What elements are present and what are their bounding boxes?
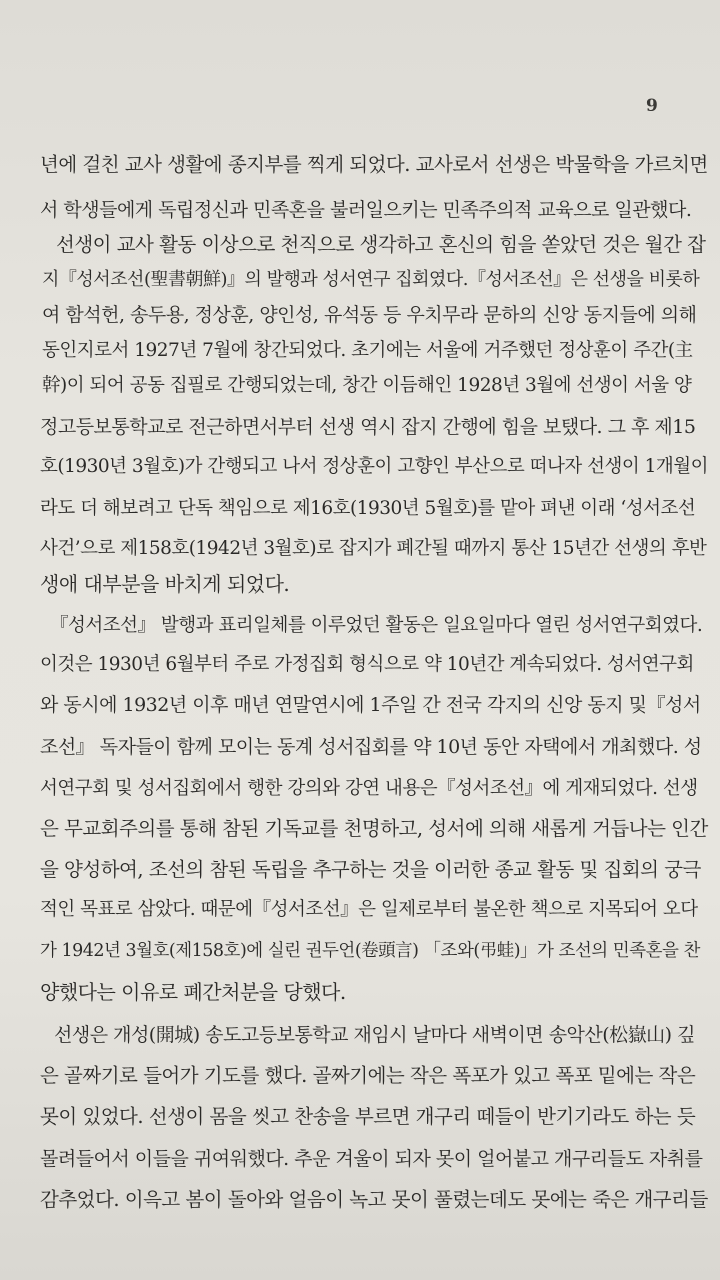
text-line: 몰려들어서 이들을 귀여워했다. 추운 겨울이 되자 못이 얼어붙고 개구리들도 자취를 bbox=[40, 1148, 703, 1170]
page-number: 9 bbox=[646, 96, 658, 116]
text-line: 은 무교회주의를 통해 참된 기독교를 천명하고, 성서에 의해 새롭게 거듭나는 인간 bbox=[40, 817, 708, 840]
text-line: 와 동시에 1932년 이후 매년 연말연시에 1주일 간 전국 각지의 신앙 동지 및『성서 bbox=[40, 694, 701, 716]
text-line: 서연구회 및 성서집회에서 행한 강의와 강연 내용은『성서조선』에 게재되었다. 선생 bbox=[40, 778, 698, 799]
text-line: 은 골짜기로 들어가 기도를 했다. 골짜기에는 작은 폭포가 있고 폭포 밑에는 작은 bbox=[40, 1064, 696, 1087]
text-line: 『성서조선』 발행과 표리일체를 이루었던 활동은 일요일마다 열린 성서연구회였다. bbox=[50, 615, 703, 636]
text-line: 라도 더 해보려고 단독 책임으로 제16호(1930년 5월호)를 맡아 펴낸 이래 ‘성서조선 bbox=[40, 498, 696, 519]
text-line: 여 함석헌, 송두용, 정상훈, 양인성, 유석동 등 우치무라 문하의 신앙 동지들에 의해 bbox=[42, 304, 697, 326]
text-line: 지『성서조선(聖書朝鮮)』의 발행과 성서연구 집회였다.『성서조선』은 선생을 비롯하 bbox=[42, 269, 700, 290]
text-line: 선생이 교사 활동 이상으로 천직으로 생각하고 혼신의 힘을 쏟았던 것은 월간 잡 bbox=[56, 233, 706, 256]
text-line: 조선』 독자들이 함께 모이는 동계 성서집회를 약 10년 동안 자택에서 개최했다. 성 bbox=[40, 736, 702, 758]
text-line: 동인지로서 1927년 7월에 창간되었다. 초기에는 서울에 거주했던 정상훈이 주간(主 bbox=[42, 340, 693, 361]
text-line: 생애 대부분을 바치게 되었다. bbox=[40, 572, 290, 596]
text-line: 幹)이 되어 공동 집필로 간행되었는데, 창간 이듬해인 1928년 3월에 선생이 서울 양 bbox=[42, 375, 692, 396]
text-line: 이것은 1930년 6월부터 주로 가정집회 형식으로 약 10년간 계속되었다. 성서연구회 bbox=[40, 654, 694, 675]
text-line: 년에 걸친 교사 생활에 종지부를 찍게 되었다. 교사로서 선생은 박물학을 가르치면 bbox=[40, 153, 708, 176]
text-line: 서 학생들에게 독립정신과 민족혼을 불러일으키는 민족주의적 교육으로 일관했다. bbox=[40, 199, 692, 221]
text-line: 사건’으로 제158호(1942년 3월호)로 잡지가 폐간될 때까지 통산 15년간 선생의 후반 bbox=[40, 538, 707, 559]
text-line: 선생은 개성(開城) 송도고등보통학교 재임시 날마다 새벽이면 송악산(松嶽山) 깊 bbox=[54, 1024, 695, 1046]
text-line: 가 1942년 3월호(제158호)에 실린 권두언(卷頭言) 「조와(弔蛙)」가 조선의 민족혼을 찬 bbox=[40, 941, 700, 961]
text-line: 감추었다. 이윽고 봄이 돌아와 얼음이 녹고 못이 풀렸는데도 못에는 죽은 개구리들 bbox=[40, 1188, 708, 1211]
text-line: 적인 목표로 삼았다. 때문에『성서조선』은 일제로부터 불온한 책으로 지목되어 오다 bbox=[40, 899, 698, 920]
text-line: 호(1930년 3월호)가 간행되고 나서 정상훈이 고향인 부산으로 떠나자 선생이 1개월이 bbox=[40, 456, 708, 477]
text-line: 못이 있었다. 선생이 몸을 씻고 찬송을 부르면 개구리 떼들이 반기기라도 하는 듯 bbox=[40, 1105, 696, 1128]
text-line: 정고등보통학교로 전근하면서부터 선생 역시 잡지 간행에 힘을 보탰다. 그 후 제15 bbox=[40, 416, 696, 438]
text-line: 을 양성하여, 조선의 참된 독립을 추구하는 것을 이러한 종교 활동 및 집회의 궁극 bbox=[40, 858, 701, 881]
text-line: 양했다는 이유로 폐간처분을 당했다. bbox=[40, 980, 346, 1004]
